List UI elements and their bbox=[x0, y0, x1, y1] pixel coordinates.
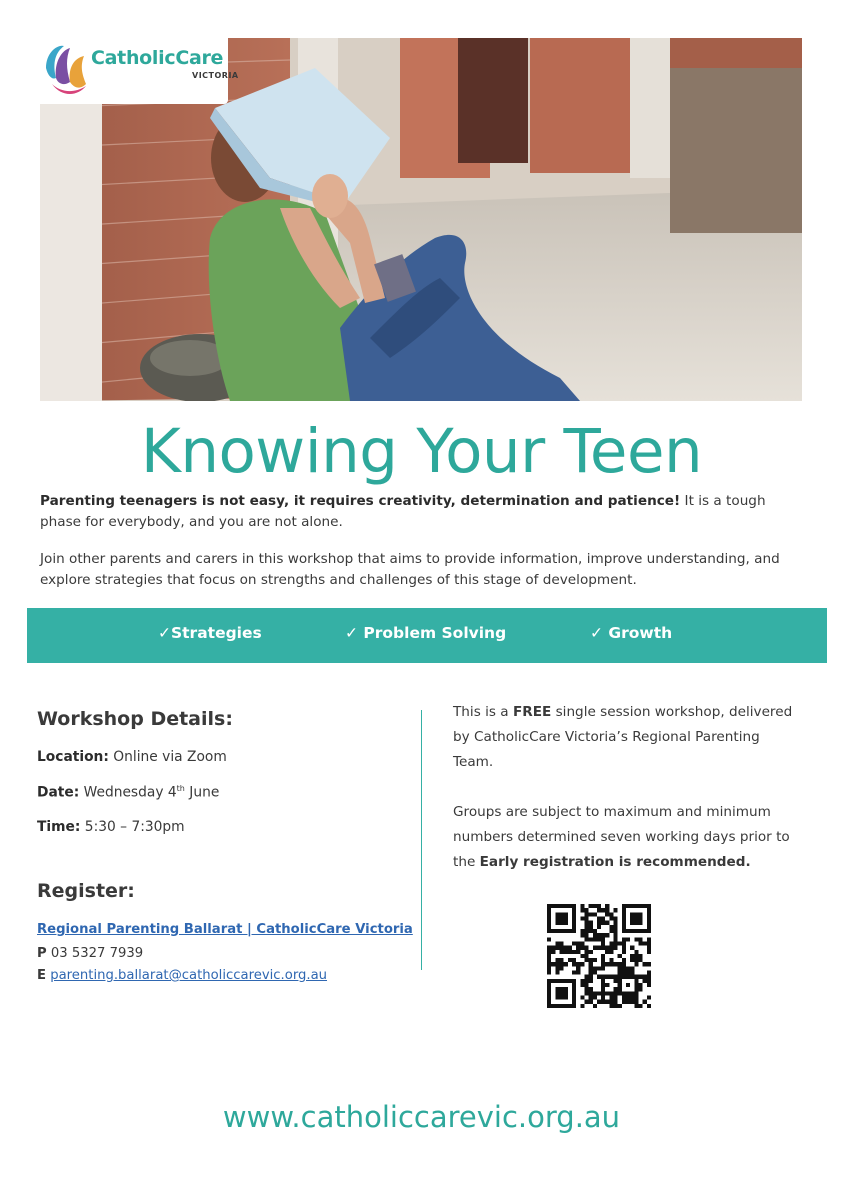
benefits-banner bbox=[27, 608, 827, 663]
logo-name: CatholicCare bbox=[91, 47, 224, 69]
intro-bold-lead: Parenting teenagers is not easy, it requires creativity, determination and patience! bbox=[40, 493, 681, 509]
info-p2-bold: Early registration is recommended. bbox=[479, 854, 751, 870]
location-label: Location: bbox=[37, 749, 109, 765]
date-suffix: th bbox=[176, 784, 185, 793]
location-line bbox=[37, 749, 227, 765]
date-label: Date: bbox=[37, 784, 80, 801]
page-title: Knowing Your Teen bbox=[140, 416, 703, 487]
date-line bbox=[37, 784, 219, 801]
intro-rest: It is a tough phase for everybody, and you are not alone. bbox=[40, 493, 766, 530]
email-label: E bbox=[37, 968, 47, 983]
banner-item-problem-solving: ✓ Problem Solving bbox=[345, 624, 507, 642]
banner-item-strategies: ✓Strategies bbox=[158, 624, 262, 642]
email-link[interactable]: parenting.ballarat@catholiccarevic.org.au bbox=[50, 968, 328, 983]
info-paragraph-2 bbox=[453, 800, 793, 875]
info-p1-before: This is a bbox=[453, 704, 513, 720]
catholiccare-flame-icon bbox=[40, 38, 92, 104]
footer-website-link[interactable]: www.catholiccarevic.org.au bbox=[222, 1100, 621, 1134]
email-line bbox=[37, 968, 327, 983]
info-p1-after: single session workshop, delivered by CatholicCare Victoria’s Regional Parenting Team. bbox=[453, 704, 793, 770]
register-link-line bbox=[37, 922, 413, 937]
time-value: 5:30 – 7:30pm bbox=[80, 819, 185, 835]
location-value: Online via Zoom bbox=[108, 749, 227, 765]
qr-code[interactable] bbox=[547, 904, 651, 1008]
intro-paragraph bbox=[40, 491, 810, 533]
workshop-details-heading: Workshop Details: bbox=[37, 708, 233, 730]
register-link[interactable]: Regional Parenting Ballarat | CatholicCare Victoria bbox=[37, 922, 413, 937]
time-label: Time: bbox=[37, 819, 81, 835]
logo-subtitle: VICTORIA bbox=[192, 71, 239, 80]
info-paragraph-1 bbox=[453, 700, 793, 775]
time-line bbox=[37, 819, 185, 835]
catholiccare-logo bbox=[40, 38, 239, 104]
intro-paragraph-2: Join other parents and carers in this workshop that aims to provide information, improve understanding, and explore strategies that focus on strengths and challenges of this stage of development. bbox=[40, 551, 780, 588]
date-month: June bbox=[184, 784, 220, 801]
info-free-bold: FREE bbox=[512, 704, 552, 720]
phone-value: 03 5327 7939 bbox=[46, 946, 144, 961]
register-heading: Register: bbox=[37, 880, 135, 902]
date-value: Wednesday 4 bbox=[79, 784, 177, 801]
banner-item-growth: ✓ Growth bbox=[590, 624, 673, 642]
phone-label: P bbox=[37, 946, 47, 961]
column-divider bbox=[421, 710, 422, 970]
phone-line bbox=[37, 946, 143, 961]
info-p2-before: Groups are subject to maximum and minimum numbers determined seven working days prior to the bbox=[453, 804, 790, 870]
